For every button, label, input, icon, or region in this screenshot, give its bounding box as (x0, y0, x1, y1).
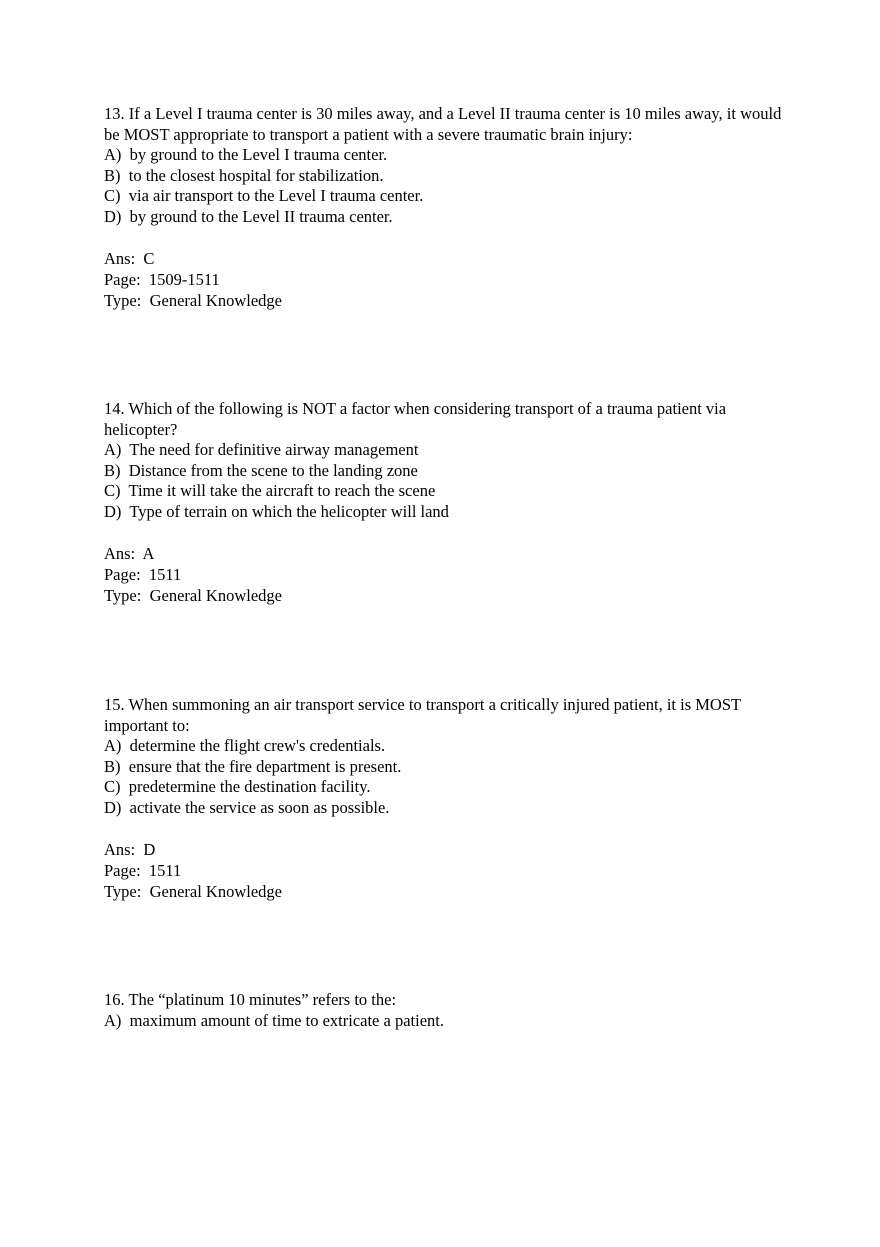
question-13 (104, 104, 784, 311)
option-a: A) by ground to the Level I trauma center. (104, 145, 388, 165)
question-stem (104, 399, 784, 440)
answer-meta (104, 248, 784, 311)
option-d: D) activate the service as soon as possible. (104, 797, 390, 817)
question-text: If a Level I trauma center is 30 miles away, and a Level II trauma center is 10 miles away, it would be MOST appropriate to transport a patient with a severe traumatic brain injury: (104, 104, 782, 144)
question-text: When summoning an air transport service to transport a critically injured patient, it is MOST important to: (104, 695, 741, 735)
answer-line: Ans: A (104, 544, 155, 564)
option-b: B) ensure that the fire department is present. (104, 756, 402, 776)
question-number: 14. (104, 399, 125, 418)
question-stem (104, 695, 784, 736)
type-line: Type: General Knowledge (104, 882, 282, 902)
option-c: C) Time it will take the aircraft to reach the scene (104, 481, 436, 501)
type-line: Type: General Knowledge (104, 291, 282, 311)
option-d: D) Type of terrain on which the helicopter will land (104, 501, 449, 521)
answer-line: Ans: D (104, 840, 156, 860)
option-d: D) by ground to the Level II trauma center. (104, 206, 393, 226)
question-number: 15. (104, 695, 125, 714)
option-a: A) determine the flight crew's credentials. (104, 736, 386, 756)
option-b: B) Distance from the scene to the landing zone (104, 460, 418, 480)
type-line: Type: General Knowledge (104, 586, 282, 606)
answer-meta (104, 839, 784, 902)
question-number: 13. (104, 104, 125, 123)
option-c: C) via air transport to the Level I trauma center. (104, 186, 424, 206)
page-line: Page: 1511 (104, 565, 182, 585)
option-b: B) to the closest hospital for stabilization. (104, 165, 384, 185)
question-15 (104, 695, 784, 902)
question-number: 16. (104, 990, 125, 1009)
option-a: A) The need for definitive airway management (104, 440, 419, 460)
option-c: C) predetermine the destination facility. (104, 777, 371, 797)
question-stem (104, 990, 784, 1011)
option-a: A) maximum amount of time to extricate a patient. (104, 1010, 444, 1030)
question-14 (104, 399, 784, 606)
question-16 (104, 990, 784, 1031)
answer-meta (104, 543, 784, 606)
question-text: Which of the following is NOT a factor when considering transport of a trauma patient via helicopter? (104, 399, 727, 439)
question-text: The “platinum 10 minutes” refers to the: (128, 990, 397, 1009)
page-line: Page: 1509-1511 (104, 270, 220, 290)
page-line: Page: 1511 (104, 861, 182, 881)
answer-line: Ans: C (104, 249, 155, 269)
question-stem (104, 104, 784, 145)
